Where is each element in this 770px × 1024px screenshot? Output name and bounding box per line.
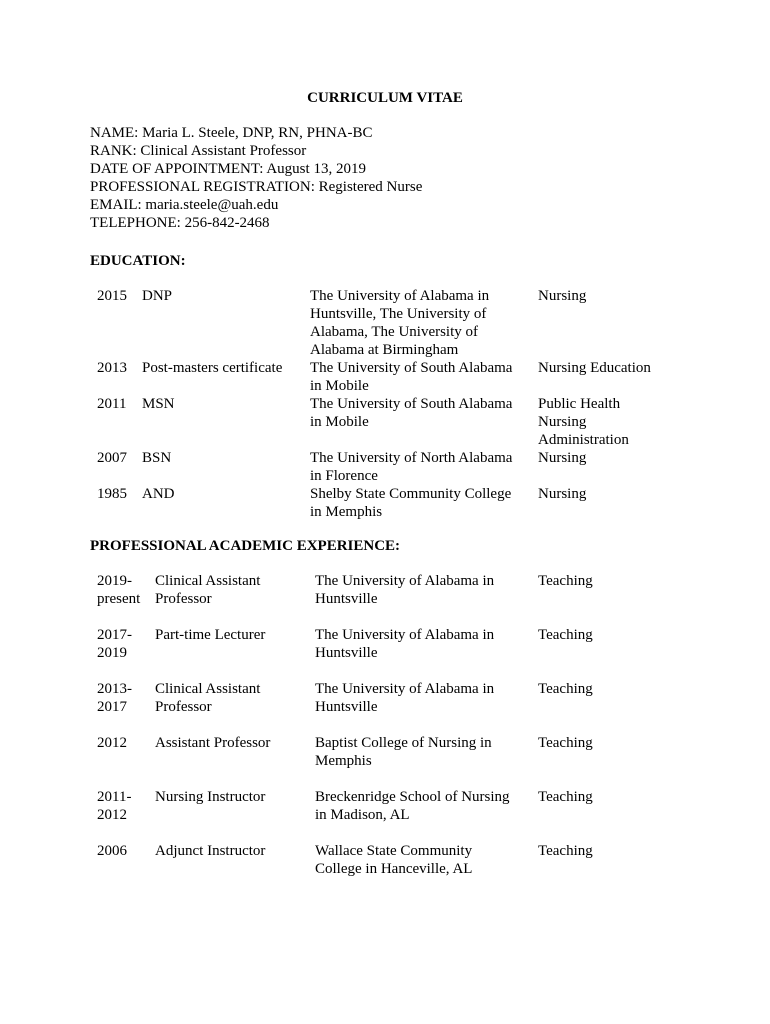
degree-cell: MSN [142, 396, 175, 412]
experience-row [97, 572, 680, 608]
contact-line-email: EMAIL: maria.steele@uah.edu [90, 197, 279, 213]
position-title-cell: Part-time Lecturer [155, 627, 266, 643]
institution-cell: Shelby State Community College in Memphis [310, 486, 512, 520]
years-cell: 2019-present [97, 573, 141, 607]
years-cell: 2006 [97, 843, 127, 859]
institution-cell: Baptist College of Nursing in Memphis [315, 735, 492, 769]
field-cell: Nursing [538, 288, 587, 304]
position-title-cell: Assistant Professor [155, 735, 271, 751]
area-cell: Teaching [538, 735, 593, 751]
education-heading: EDUCATION: [90, 253, 186, 269]
institution-cell: The University of South Alabama in Mobile [310, 360, 513, 394]
education-row [97, 287, 680, 359]
institution-cell: The University of Alabama in Huntsville, The University of Alabama, The University of Alabama at Birmingham [310, 288, 490, 358]
year-cell: 2013 [97, 360, 127, 376]
education-row [97, 449, 680, 485]
institution-cell: Wallace State Community College in Hanceville, AL [315, 843, 473, 877]
position-title-cell: Nursing Instructor [155, 789, 266, 805]
area-cell: Teaching [538, 627, 593, 643]
experience-row [97, 734, 680, 770]
field-cell: Nursing [538, 486, 587, 502]
education-row [97, 395, 680, 449]
position-title-cell: Adjunct Instructor [155, 843, 266, 859]
experience-table [97, 572, 680, 878]
year-cell: 2015 [97, 288, 127, 304]
degree-cell: BSN [142, 450, 172, 466]
education-table [97, 287, 680, 521]
experience-row [97, 680, 680, 716]
education-row [97, 359, 680, 395]
years-cell: 2017-2019 [97, 627, 132, 661]
contact-line-name: NAME: Maria L. Steele, DNP, RN, PHNA-BC [90, 125, 373, 141]
document-title: CURRICULUM VITAE [307, 90, 463, 106]
degree-cell: AND [142, 486, 175, 502]
years-cell: 2011-2012 [97, 789, 132, 823]
area-cell: Teaching [538, 843, 593, 859]
degree-cell: DNP [142, 288, 173, 304]
institution-cell: The University of Alabama in Huntsville [315, 627, 495, 661]
education-row [97, 485, 680, 521]
area-cell: Teaching [538, 681, 593, 697]
field-cell: Nursing Education [538, 360, 651, 376]
field-cell: Nursing [538, 450, 587, 466]
contact-info-block [90, 124, 680, 232]
field-cell: Public Health Nursing Administration [538, 396, 629, 448]
position-title-cell: Clinical Assistant Professor [155, 681, 261, 715]
contact-line-telephone: TELEPHONE: 256-842-2468 [90, 215, 270, 231]
experience-row [97, 626, 680, 662]
experience-heading: PROFESSIONAL ACADEMIC EXPERIENCE: [90, 538, 401, 554]
experience-row [97, 788, 680, 824]
degree-cell: Post-masters certificate [142, 360, 283, 376]
institution-cell: The University of North Alabama in Florence [310, 450, 513, 484]
year-cell: 2007 [97, 450, 127, 466]
institution-cell: The University of Alabama in Huntsville [315, 681, 495, 715]
year-cell: 2011 [97, 396, 127, 412]
institution-cell: The University of Alabama in Huntsville [315, 573, 495, 607]
contact-line-rank: RANK: Clinical Assistant Professor [90, 143, 307, 159]
area-cell: Teaching [538, 573, 593, 589]
area-cell: Teaching [538, 789, 593, 805]
years-cell: 2012 [97, 735, 127, 751]
contact-line-registration: PROFESSIONAL REGISTRATION: Registered Nurse [90, 179, 423, 195]
years-cell: 2013-2017 [97, 681, 132, 715]
institution-cell: The University of South Alabama in Mobile [310, 396, 513, 430]
institution-cell: Breckenridge School of Nursing in Madison, AL [315, 789, 510, 823]
year-cell: 1985 [97, 486, 127, 502]
experience-row [97, 842, 680, 878]
position-title-cell: Clinical Assistant Professor [155, 573, 261, 607]
contact-line-appointment-date: DATE OF APPOINTMENT: August 13, 2019 [90, 161, 366, 177]
